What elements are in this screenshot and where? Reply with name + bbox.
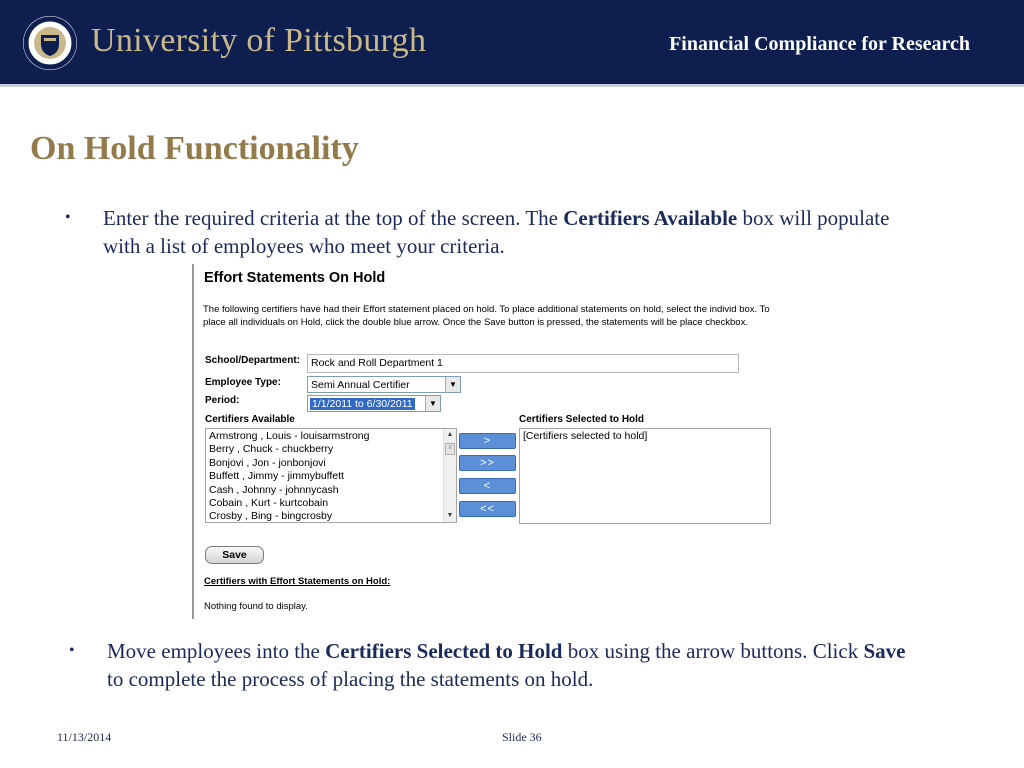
list-item[interactable]: Cobain , Kurt - kurtcobain	[209, 496, 329, 509]
header-bar	[0, 0, 1024, 87]
period-value: 1/1/2011 to 6/30/2011	[312, 398, 413, 410]
list-item[interactable]: Bonjovi , Jon - jonbonjovi	[209, 456, 326, 469]
period-label: Period:	[205, 395, 240, 406]
school-department-input[interactable]: Rock and Roll Department 1	[307, 354, 739, 373]
move-one-button[interactable]: >	[459, 433, 516, 449]
certifiers-selected-label: Certifiers Selected to Hold	[519, 414, 645, 425]
scroll-down-icon[interactable]: ▼	[446, 512, 454, 519]
bullet-1-text-bold: Certifiers Available	[563, 206, 738, 230]
list-item[interactable]: Crosby , Bing - bingcrosby	[209, 510, 333, 523]
certifiers-selected-listbox[interactable]	[519, 428, 771, 524]
employee-type-label: Employee Type:	[205, 377, 281, 388]
bullet-2-text-post: to complete the process of placing the statements on hold.	[107, 667, 594, 691]
scroll-up-icon[interactable]: ▲	[446, 431, 454, 438]
period-select[interactable]	[307, 395, 441, 412]
list-item[interactable]: Cash , Johnny - johnnycash	[209, 483, 339, 496]
bullet-dot: •	[65, 209, 71, 226]
bullet-1-text-pre: Enter the required criteria at the top of the screen. The	[103, 206, 564, 230]
bullet-2-text-pre: Move employees into the	[107, 639, 326, 663]
footer-date: 11/13/2014	[57, 730, 112, 744]
slide-title: On Hold Functionality	[30, 130, 359, 167]
effort-statements-panel	[192, 264, 782, 619]
university-name: University of Pittsburgh	[91, 22, 427, 59]
employee-type-value: Semi Annual Certifier	[311, 379, 410, 391]
bullet-1	[65, 204, 903, 260]
bullet-2	[69, 637, 927, 693]
chevron-down-icon[interactable]: ▼	[445, 377, 460, 392]
save-button[interactable]: Save	[205, 546, 264, 564]
bullet-2-text-bold2: Save	[863, 639, 906, 663]
remove-all-button[interactable]: <<	[459, 501, 516, 517]
on-hold-empty-message: Nothing found to display.	[204, 601, 308, 612]
list-item[interactable]: Armstrong , Louis - louisarmstrong	[209, 430, 370, 442]
list-item[interactable]: Berry , Chuck - chuckberry	[209, 443, 334, 456]
footer-slide-number: Slide 36	[502, 730, 542, 744]
listbox-scrollbar[interactable]	[443, 429, 456, 522]
move-all-button[interactable]: >>	[459, 455, 516, 471]
list-item[interactable]: [Certifiers selected to hold]	[523, 430, 648, 442]
bullet-1-text-post: box will populate with a list of employees who meet your criteria.	[103, 206, 890, 258]
on-hold-heading: Certifiers with Effort Statements on Hold:	[204, 576, 391, 587]
university-seal-icon	[22, 15, 78, 71]
remove-one-button[interactable]: <	[459, 478, 516, 494]
school-department-label: School/Department:	[205, 355, 301, 366]
bullet-dot: •	[69, 642, 75, 659]
bullet-2-text-mid: box using the arrow buttons. Click	[562, 639, 864, 663]
bullet-2-text-bold1: Certifiers Selected to Hold	[325, 639, 563, 663]
list-item[interactable]: Buffett , Jimmy - jimmybuffett	[209, 470, 344, 483]
certifiers-available-label: Certifiers Available	[205, 414, 295, 425]
chevron-down-icon[interactable]: ▼	[425, 396, 440, 411]
panel-description: The following certifiers have had their Effort statement placed on hold. To place additional statements on hold, select the individ box. To place all individuals on Hold, click the double blue arrow. Once the Save button is pressed, the statements will be place checkbox.	[203, 304, 770, 328]
header-course-title: Financial Compliance for Research	[669, 33, 970, 55]
panel-title: Effort Statements On Hold	[204, 270, 386, 286]
employee-type-select[interactable]	[307, 376, 461, 393]
certifiers-available-listbox[interactable]	[205, 428, 457, 523]
scroll-thumb[interactable]: ≡	[445, 443, 455, 455]
